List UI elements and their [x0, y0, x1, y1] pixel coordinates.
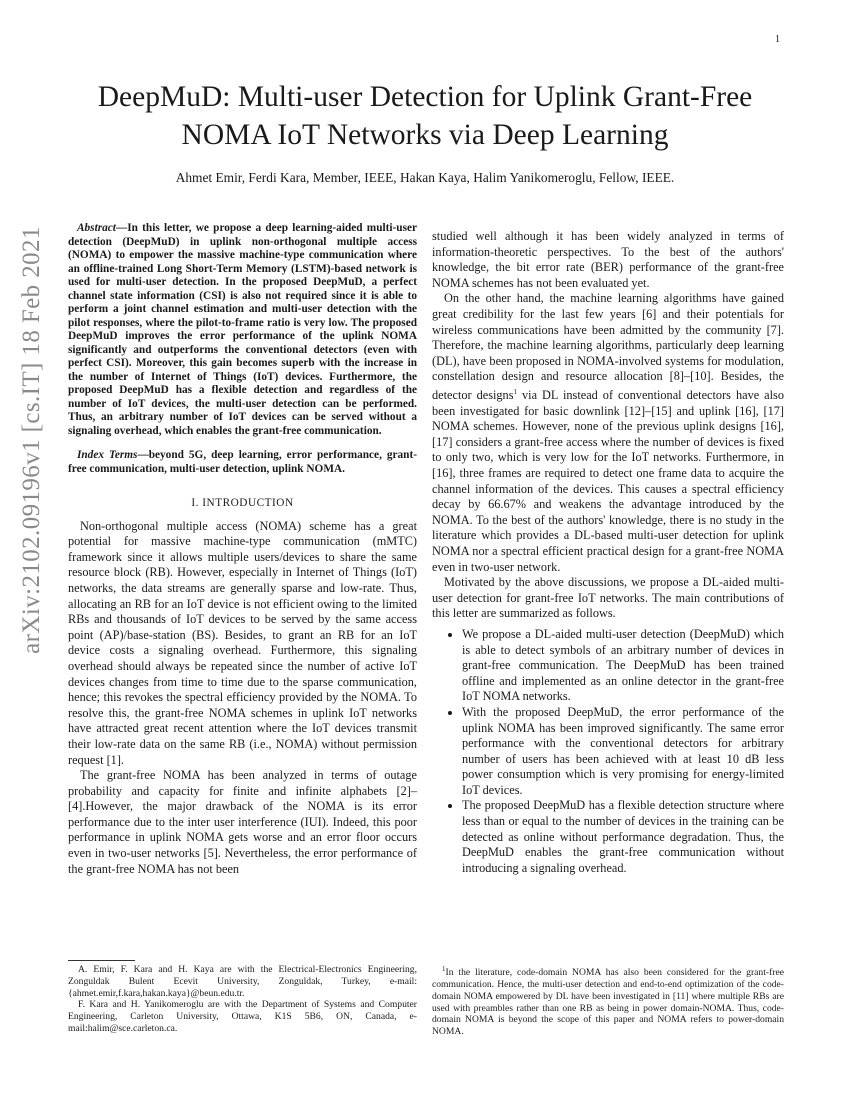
abstract-text: —In this letter, we propose a deep learning-aided multi-user detection (DeepMuD) in uplink non-orthogonal multiple access (NOMA) to empower the massive machine-type communication where an offline-trained Long Short-Term Memory (LSTM)-based network is used for multi-user detection. In the proposed DeepMuD, a perfect channel state information (CSI) is also not required since it is able to perform a joint channel estimation and multi-user detection with the pilot responses, where the pilot-to-frame ratio is very low. The proposed DeepMuD improves the error performance of the uplink NOMA significantly and outperforms the conventional detectors (even with perfect CSI). Moreover, this gain becomes superb with the increase in the number of Internet of Things (IoT) devices. Furthermore, the proposed DeepMuD has a flexible detection and regardless of the number of IoT devices, the multi-user detection can be performed. Thus, an arbitrary number of IoT devices can be served without a signaling overhead, which enables the grant-free communication.	[68, 222, 417, 437]
paper-title	[0, 78, 850, 154]
page-number: 1	[775, 34, 780, 45]
arxiv-stamp	[2, 130, 62, 750]
footnote	[432, 964, 784, 1038]
contribution-item: • The proposed DeepMuD has a flexible detection structure where less than or equal to the number of devices in the training can be detected as online without performance degradation. Thus, the DeepMuD enables the grant-free communication without introducing a signaling overhead.	[462, 798, 784, 876]
intro-paragraph-1: Non-orthogonal multiple access (NOMA) scheme has a great potential for massive machine-type communication (mMTC) framework since it allows multiple users/devices to share the same resource block (RB). However, especially in Internet of Things (IoT) networks, the data streams are generally sparse and low-rate. Thus, allocating an RB for an IoT device is not efficient owing to the limited RBs and thousands of IoT devices to be served by the same access point (AP)/base-station (BS). Besides, to grant an RB for an IoT device costs a signaling overhead. Furthermore, this signaling overhead should always be repeated since the number of active IoT devices changes from time to time due to the sparse communication, hence; this revokes the spectral efficiency provided by the NOMA. To resolve this, the grant-free NOMA schemes in uplink IoT networks have attracted great recent attention where the IoT devices transmit their low-rate data on the same RB (i.e., NOMA) without permission request [1].	[68, 518, 417, 767]
footnote-number: 1	[442, 965, 446, 973]
right-column	[432, 229, 784, 876]
left-column	[68, 222, 417, 877]
intro-paragraph-2: The grant-free NOMA has been analyzed in terms of outage probability and capacity for finite and infinite alphabets [2]–[4].However, the major drawback of the NOMA is its error performance due to the inter user interference (IUI). Indeed, this poor performance in uplink NOMA gets worse and an error floor occurs even in two-user networks [5]. Nevertheless, the error performance of the grant-free NOMA has not been	[68, 768, 417, 876]
right-paragraph-2-part-1: On the other hand, the machine learning algorithms have gained great credibility for the last few years [6] and their potentials for wireless communications have been admitted by the community [7]. Therefore, the machine learning algorithms, particularly deep learning (DL), have been proposed in NOMA-involved systems for modulation, constellation design and resource allocation [8]–[10]. Besides, the detector designs	[432, 291, 784, 403]
right-continuation: studied well although it has been widely analyzed in terms of information-theoretic perspectives. To the best of the authors' knowledge, the bit error rate (BER) performance of the grant-free NOMA schemes has not been evaluated yet.	[432, 229, 784, 290]
affiliation-2: F. Kara and H. Yanikomeroglu are with the Department of Systems and Computer Engineering, Carleton University, Ottawa, K1S 5B6, ON, Canada, e-mail:halim@sce.carleton.ca.	[68, 999, 417, 1034]
right-paragraph-2-part-2: via DL instead of conventional detectors have also been investigated for basic downlink [12]–[15] and uplink [16], [17] NOMA schemes. However, none of the previous uplink designs [16], [17] considers a grant-free access where the number of devices is fixed to only two, which is very low for the IoT networks. Furthermore, in [16], three frames are required to detect one frame data to acquire the channel information of the devices. This causes a spectral efficiency decay by 66.67% and weakens the advantage introduced by the NOMA. To the best of the authors' knowledge, there is no study in the literature which provides a DL-based multi-user detection for uplink NOMA nor a spectral efficient practical design for a grant-free NOMA even in two-user network.	[432, 388, 784, 574]
index-terms-label: Index Terms	[77, 449, 138, 461]
section-heading: I. INTRODUCTION	[191, 497, 294, 509]
contribution-item: • With the proposed DeepMuD, the error performance of the uplink NOMA has been improved significantly. The same error performance with the conventional detectors for arbitrary number of users has been achieved with at least 10 dB less power consumption which is very promising for energy-limited IoT devices.	[462, 705, 784, 799]
footnote-marker: 1	[513, 387, 517, 396]
footnote-rule	[68, 960, 135, 961]
abstract	[68, 222, 417, 438]
contribution-item: • We propose a DL-aided multi-user detection (DeepMuD) which is able to detect symbols of an arbitrary number of devices in grant-free communication. The DeepMuD has been trained offline and implemented as an online detector in the grant-free IoT NOMA networks.	[462, 627, 784, 705]
contributions-list	[432, 627, 784, 877]
right-paragraph-2	[432, 291, 784, 575]
index-terms-text: —beyond 5G, deep learning, error performance, grant-free communication, multi-user detection, uplink NOMA.	[68, 449, 417, 475]
affiliations	[68, 964, 417, 1035]
right-paragraph-3: Motivated by the above discussions, we propose a DL-aided multi-user detection for grant-free IoT networks. The main contributions of this letter are summarized as follows.	[432, 575, 784, 621]
footnote-text: In the literature, code-domain NOMA has also been considered for the grant-free communication. Hence, the multi-user detection and end-to-end optimization of the code-domain NOMA empowered by DL have been investigated in [11] where multiple RBs are used with preambles rather than one RB as being in power domain-NOMA. Thus, code-domain NOMA is beyond the scope of this paper and NOMA refers to power-domain NOMA.	[432, 967, 784, 1038]
affiliation-1: A. Emir, F. Kara and H. Kaya are with the Electrical-Electronics Engineering, Zonguldak Bulent Ecevit University, Zonguldak, Turkey, e-mail: {ahmet.emir,f.kara,hakan.kaya}@beun.edu.tr.	[68, 964, 417, 999]
arxiv-stamp-text: arXiv:2102.09196v1 [cs.IT] 18 Feb 2021	[18, 226, 45, 654]
authors: Ahmet Emir, Ferdi Kara, Member, IEEE, Hakan Kaya, Halim Yanikomeroglu, Fellow, IEEE.	[175, 170, 675, 185]
abstract-label: Abstract	[77, 222, 116, 234]
title-line-2: NOMA IoT Networks via Deep Learning	[181, 119, 669, 151]
index-terms	[68, 449, 417, 476]
title-line-1: DeepMuD: Multi-user Detection for Uplink Grant-Free	[97, 81, 753, 113]
